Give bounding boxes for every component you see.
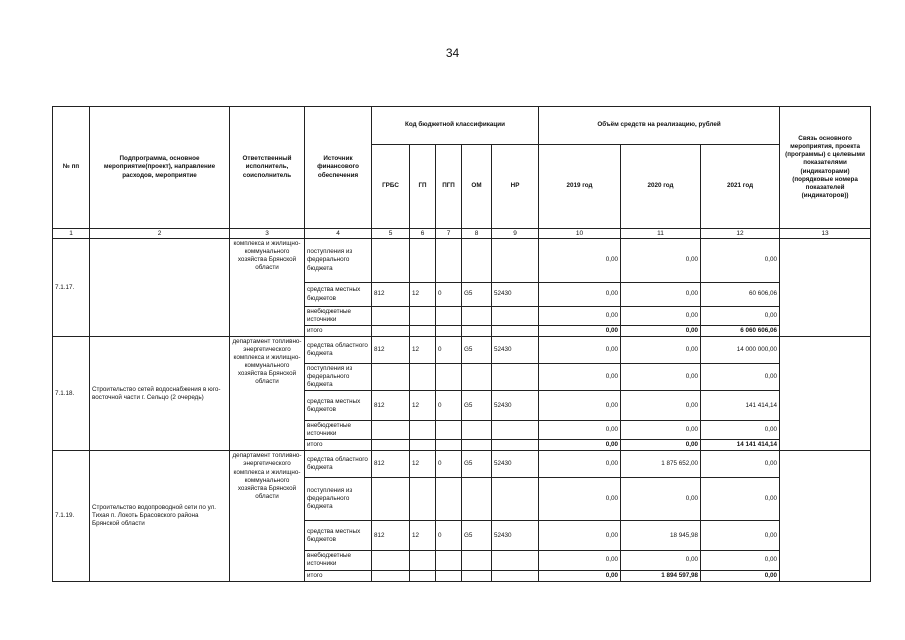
code-grbs: 812 — [372, 391, 410, 421]
code-gp — [410, 551, 436, 570]
column-number: 1 — [53, 229, 90, 239]
code-grbs — [372, 551, 410, 570]
code-grbs: 812 — [372, 283, 410, 307]
amount-y2020: 0,00 — [621, 239, 701, 283]
amount-y2021: 0,00 — [701, 478, 780, 521]
budget-table — [52, 106, 871, 582]
code-gp: 12 — [410, 451, 436, 478]
amount-y2020: 0,00 — [621, 551, 701, 570]
code-om: G5 — [462, 451, 492, 478]
code-pgp: 0 — [436, 521, 462, 551]
header-y2019: 2019 год — [539, 145, 621, 229]
code-pgp: 0 — [436, 391, 462, 421]
code-om: G5 — [462, 521, 492, 551]
indicator-link — [780, 451, 871, 581]
amount-y2020: 0,00 — [621, 307, 701, 326]
amount-y2019: 0,00 — [539, 570, 621, 581]
code-nr — [492, 364, 539, 391]
code-grbs — [372, 239, 410, 283]
table-row — [53, 451, 871, 478]
code-grbs: 812 — [372, 337, 410, 364]
code-gp — [410, 326, 436, 337]
header-y2021: 2021 год — [701, 145, 780, 229]
code-pgp — [436, 478, 462, 521]
funding-source: итого — [305, 326, 372, 337]
column-number: 10 — [539, 229, 621, 239]
code-nr: 52430 — [492, 521, 539, 551]
header-gp: ГП — [410, 145, 436, 229]
code-om — [462, 326, 492, 337]
code-gp — [410, 364, 436, 391]
amount-y2019: 0,00 — [539, 440, 621, 451]
header-grbs: ГРБС — [372, 145, 410, 229]
code-grbs — [372, 570, 410, 581]
program-name — [90, 239, 230, 337]
code-nr — [492, 239, 539, 283]
code-nr — [492, 478, 539, 521]
code-om — [462, 421, 492, 440]
column-number-row — [53, 229, 871, 239]
table-header — [53, 107, 871, 239]
amount-y2019: 0,00 — [539, 451, 621, 478]
funding-source: средства областного бюджета — [305, 337, 372, 364]
header-budget-class: Код бюджетной классификации — [372, 107, 539, 145]
row-number: 7.1.17. — [53, 239, 90, 337]
amount-y2020: 0,00 — [621, 326, 701, 337]
code-nr — [492, 307, 539, 326]
code-gp — [410, 307, 436, 326]
amount-y2020: 18 945,98 — [621, 521, 701, 551]
code-om: G5 — [462, 337, 492, 364]
code-om — [462, 239, 492, 283]
code-nr — [492, 570, 539, 581]
code-nr: 52430 — [492, 337, 539, 364]
code-gp — [410, 239, 436, 283]
code-om — [462, 570, 492, 581]
amount-y2021: 0,00 — [701, 451, 780, 478]
code-gp — [410, 421, 436, 440]
code-grbs — [372, 440, 410, 451]
code-pgp: 0 — [436, 451, 462, 478]
code-pgp — [436, 440, 462, 451]
code-grbs: 812 — [372, 521, 410, 551]
code-pgp — [436, 551, 462, 570]
amount-y2020: 0,00 — [621, 337, 701, 364]
code-gp: 12 — [410, 283, 436, 307]
amount-y2019: 0,00 — [539, 307, 621, 326]
header-pgp: ПГП — [436, 145, 462, 229]
funding-source: внебюджетные источники — [305, 307, 372, 326]
column-number: 9 — [492, 229, 539, 239]
table-row — [53, 337, 871, 364]
column-number: 12 — [701, 229, 780, 239]
code-om — [462, 478, 492, 521]
code-nr — [492, 326, 539, 337]
column-number: 2 — [90, 229, 230, 239]
code-pgp — [436, 570, 462, 581]
column-number: 5 — [372, 229, 410, 239]
code-gp: 12 — [410, 337, 436, 364]
amount-y2021: 141 414,14 — [701, 391, 780, 421]
code-om: G5 — [462, 391, 492, 421]
header-num: № пп — [53, 107, 90, 229]
amount-y2019: 0,00 — [539, 326, 621, 337]
row-number: 7.1.19. — [53, 451, 90, 581]
amount-y2021: 6 060 606,06 — [701, 326, 780, 337]
column-number: 6 — [410, 229, 436, 239]
amount-y2021: 0,00 — [701, 364, 780, 391]
code-grbs — [372, 421, 410, 440]
amount-y2019: 0,00 — [539, 551, 621, 570]
column-number: 13 — [780, 229, 871, 239]
responsible-executor: департамент топливно-энергетического комплекса и жилищно-коммунального хозяйства Брянской области — [230, 337, 305, 451]
code-grbs — [372, 307, 410, 326]
amount-y2019: 0,00 — [539, 239, 621, 283]
code-gp: 12 — [410, 391, 436, 421]
responsible-executor: комплекса и жилищно-коммунального хозяйства Брянской области — [230, 239, 305, 337]
amount-y2020: 1 875 652,00 — [621, 451, 701, 478]
header-responsible: Ответственный исполнитель, соисполнитель — [230, 107, 305, 229]
amount-y2020: 0,00 — [621, 478, 701, 521]
code-nr: 52430 — [492, 283, 539, 307]
amount-y2021: 0,00 — [701, 421, 780, 440]
amount-y2019: 0,00 — [539, 421, 621, 440]
header-program: Подпрограмма, основное мероприятие(проект), направление расходов, мероприятие — [90, 107, 230, 229]
program-name: Строительство сетей водоснабжения в юго-восточной части г. Сельцо (2 очередь) — [90, 337, 230, 451]
code-pgp — [436, 364, 462, 391]
code-grbs — [372, 478, 410, 521]
amount-y2021: 0,00 — [701, 307, 780, 326]
amount-y2021: 60 606,06 — [701, 283, 780, 307]
indicator-link — [780, 337, 871, 451]
responsible-executor: департамент топливно-энергетического комплекса и жилищно-коммунального хозяйства Брянской области — [230, 451, 305, 581]
amount-y2019: 0,00 — [539, 521, 621, 551]
header-om: ОМ — [462, 145, 492, 229]
program-name: Строительство водопроводной сети по ул. Тихая п. Локоть Брасовского района Брянской области — [90, 451, 230, 581]
code-om — [462, 364, 492, 391]
amount-y2019: 0,00 — [539, 478, 621, 521]
code-nr: 52430 — [492, 451, 539, 478]
code-pgp — [436, 421, 462, 440]
amount-y2021: 14 141 414,14 — [701, 440, 780, 451]
funding-source: средства местных бюджетов — [305, 283, 372, 307]
amount-y2020: 0,00 — [621, 283, 701, 307]
funding-source: внебюджетные источники — [305, 551, 372, 570]
indicator-link — [780, 239, 871, 337]
code-nr — [492, 551, 539, 570]
column-number: 11 — [621, 229, 701, 239]
column-number: 4 — [305, 229, 372, 239]
code-pgp: 0 — [436, 337, 462, 364]
amount-y2019: 0,00 — [539, 283, 621, 307]
amount-y2021: 0,00 — [701, 551, 780, 570]
code-om — [462, 440, 492, 451]
amount-y2021: 0,00 — [701, 239, 780, 283]
funding-source: поступления из федерального бюджета — [305, 478, 372, 521]
funding-source: поступления из федерального бюджета — [305, 364, 372, 391]
code-pgp — [436, 239, 462, 283]
code-grbs: 812 — [372, 451, 410, 478]
column-number: 3 — [230, 229, 305, 239]
code-grbs — [372, 326, 410, 337]
header-funding: Объём средств на реализацию, рублей — [539, 107, 780, 145]
code-gp: 12 — [410, 521, 436, 551]
code-nr — [492, 421, 539, 440]
amount-y2020: 0,00 — [621, 391, 701, 421]
code-gp — [410, 440, 436, 451]
amount-y2021: 0,00 — [701, 521, 780, 551]
code-nr — [492, 440, 539, 451]
amount-y2019: 0,00 — [539, 337, 621, 364]
header-source: Источник финансового обеспечения — [305, 107, 372, 229]
amount-y2020: 0,00 — [621, 364, 701, 391]
page-number: 34 — [445, 46, 460, 60]
column-number: 8 — [462, 229, 492, 239]
code-pgp — [436, 307, 462, 326]
amount-y2019: 0,00 — [539, 364, 621, 391]
column-number: 7 — [436, 229, 462, 239]
amount-y2019: 0,00 — [539, 391, 621, 421]
funding-source: средства местных бюджетов — [305, 391, 372, 421]
funding-source: средства местных бюджетов — [305, 521, 372, 551]
header-link: Связь основного мероприятия, проекта (программы) с целевыми показателями (индикаторами) (порядковые номера показателей (индикаторов)) — [780, 107, 871, 229]
code-gp — [410, 478, 436, 521]
code-om — [462, 307, 492, 326]
amount-y2020: 1 894 597,98 — [621, 570, 701, 581]
header-nr: НР — [492, 145, 539, 229]
header-y2020: 2020 год — [621, 145, 701, 229]
funding-source: итого — [305, 440, 372, 451]
code-nr: 52430 — [492, 391, 539, 421]
code-gp — [410, 570, 436, 581]
amount-y2021: 14 000 000,00 — [701, 337, 780, 364]
funding-source: итого — [305, 570, 372, 581]
row-number: 7.1.18. — [53, 337, 90, 451]
code-pgp: 0 — [436, 283, 462, 307]
funding-source: поступления из федерального бюджета — [305, 239, 372, 283]
amount-y2020: 0,00 — [621, 440, 701, 451]
code-om — [462, 551, 492, 570]
table-body — [53, 239, 871, 582]
funding-source: средства областного бюджета — [305, 451, 372, 478]
code-pgp — [436, 326, 462, 337]
table-row — [53, 239, 871, 283]
amount-y2021: 0,00 — [701, 570, 780, 581]
amount-y2020: 0,00 — [621, 421, 701, 440]
funding-source: внебюджетные источники — [305, 421, 372, 440]
code-grbs — [372, 364, 410, 391]
code-om: G5 — [462, 283, 492, 307]
